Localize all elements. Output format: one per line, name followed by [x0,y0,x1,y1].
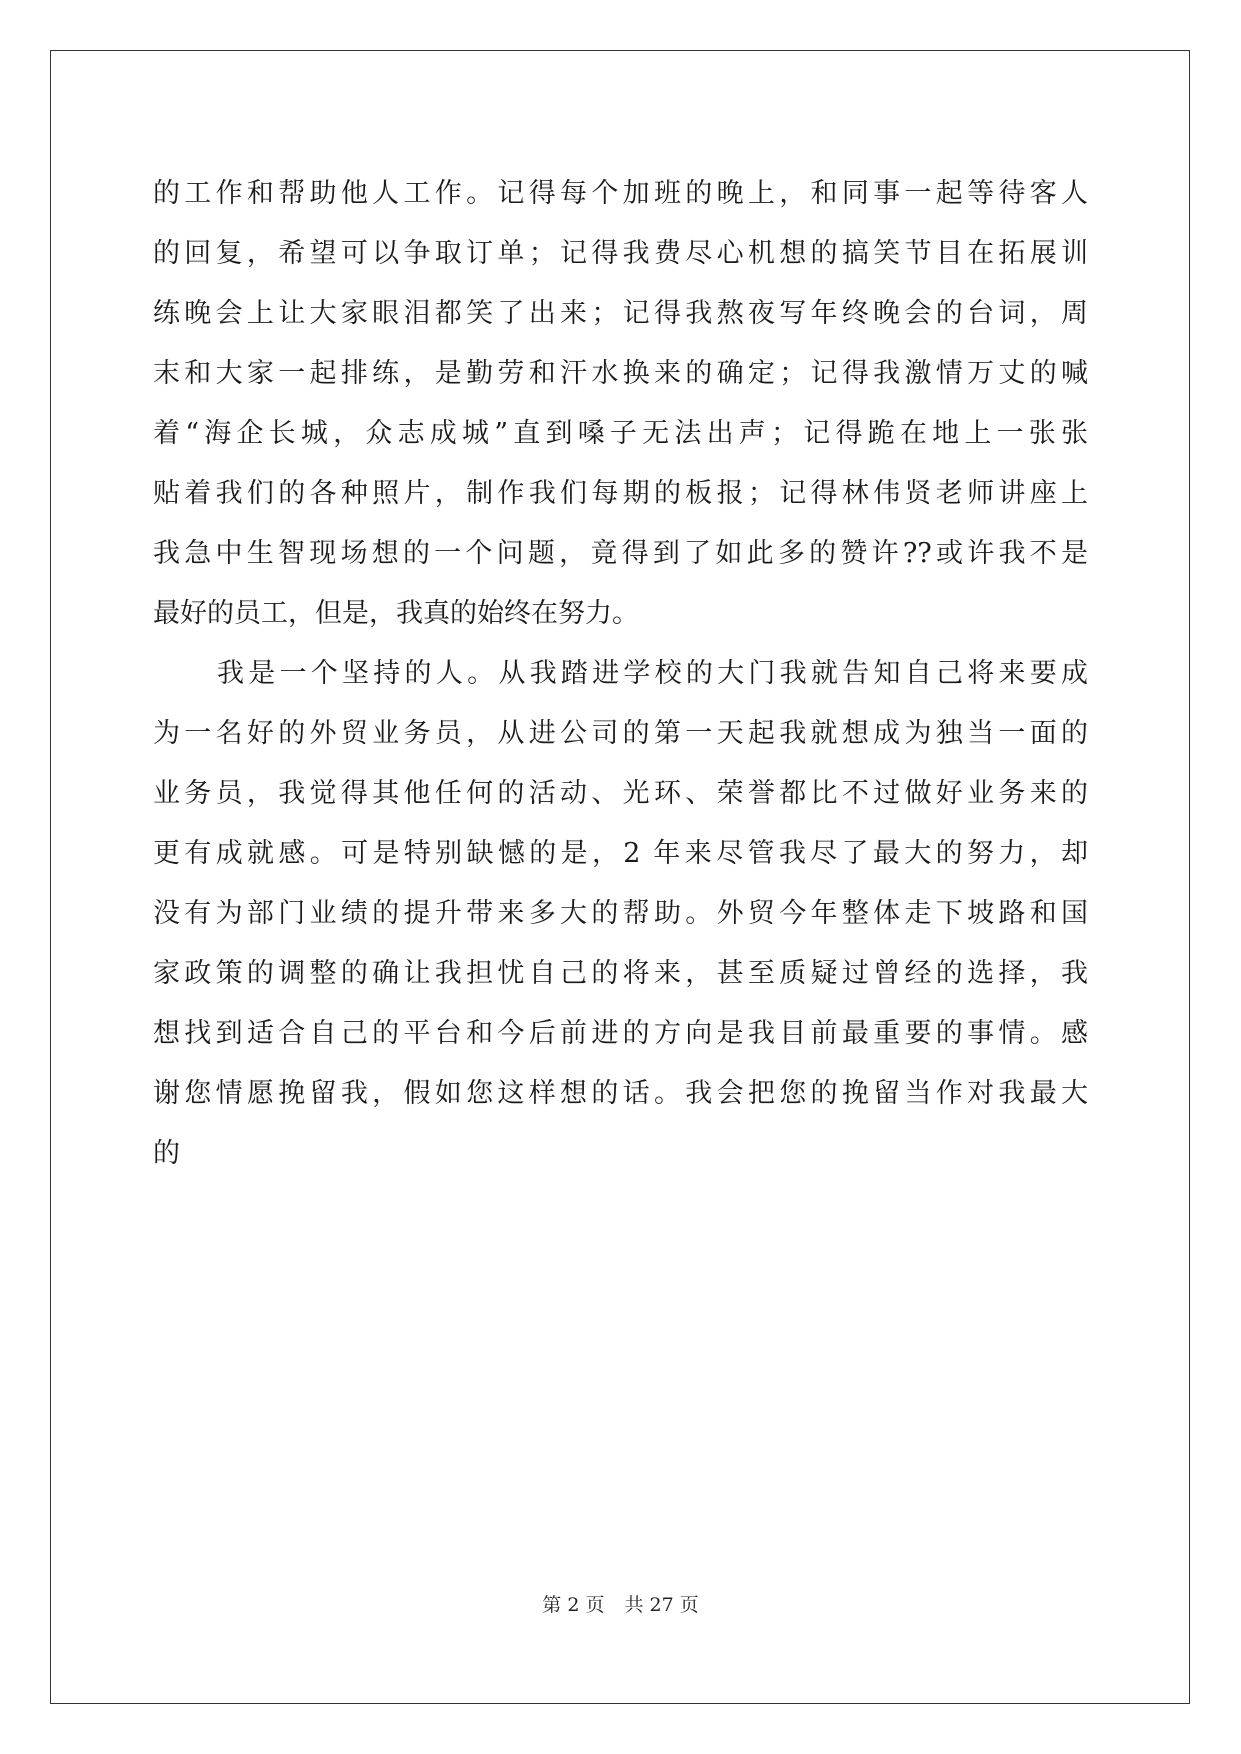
text-line: 更有成就感。可是特别缺憾的是，2 年来尽管我尽了最大的努力，却 [153,838,1088,869]
text-line: 最好的员工，但是，我真的始终在努力。 [153,598,639,629]
document-body [153,164,1088,1184]
text-line: 着“海企长城，众志成城”直到嗓子无法出声；记得跪在地上一张张 [153,418,1088,449]
text-line: 谢您情愿挽留我，假如您这样想的话。我会把您的挽留当作对我最大 [153,1078,1088,1109]
text-line: 为一名好的外贸业务员，从进公司的第一天起我就想成为独当一面的 [153,718,1088,749]
text-line: 的 [153,1138,180,1169]
paragraph-first-line: 我是一个坚持的人。从我踏进学校的大门我就告知自己将来要成 [217,658,1088,689]
text-line: 我急中生智现场想的一个问题，竟得到了如此多的赞许??或许我不是 [153,538,1088,569]
text-line: 的工作和帮助他人工作。记得每个加班的晚上，和同事一起等待客人 [153,178,1088,209]
page-total: 共 27 页 [624,1594,699,1616]
text-line: 没有为部门业绩的提升带来多大的帮助。外贸今年整体走下坡路和国 [153,898,1088,929]
text-line: 业务员，我觉得其他任何的活动、光环、荣誉都比不过做好业务来的 [153,778,1088,809]
text-line: 贴着我们的各种照片，制作我们每期的板报；记得林伟贤老师讲座上 [153,478,1088,509]
text-line: 想找到适合自己的平台和今后前进的方向是我目前最重要的事情。感 [153,1018,1088,1049]
text-line: 练晚会上让大家眼泪都笑了出来；记得我熬夜写年终晚会的台词，周 [153,298,1088,329]
page-number: 第 2 页 [542,1594,605,1616]
text-line: 家政策的调整的确让我担忧自己的将来，甚至质疑过曾经的选择，我 [153,958,1088,989]
page-footer [0,1593,1241,1617]
text-line: 的回复，希望可以争取订单；记得我费尽心机想的搞笑节目在拓展训 [153,238,1088,269]
text-line: 末和大家一起排练，是勤劳和汗水换来的确定；记得我激情万丈的喊 [153,358,1088,389]
